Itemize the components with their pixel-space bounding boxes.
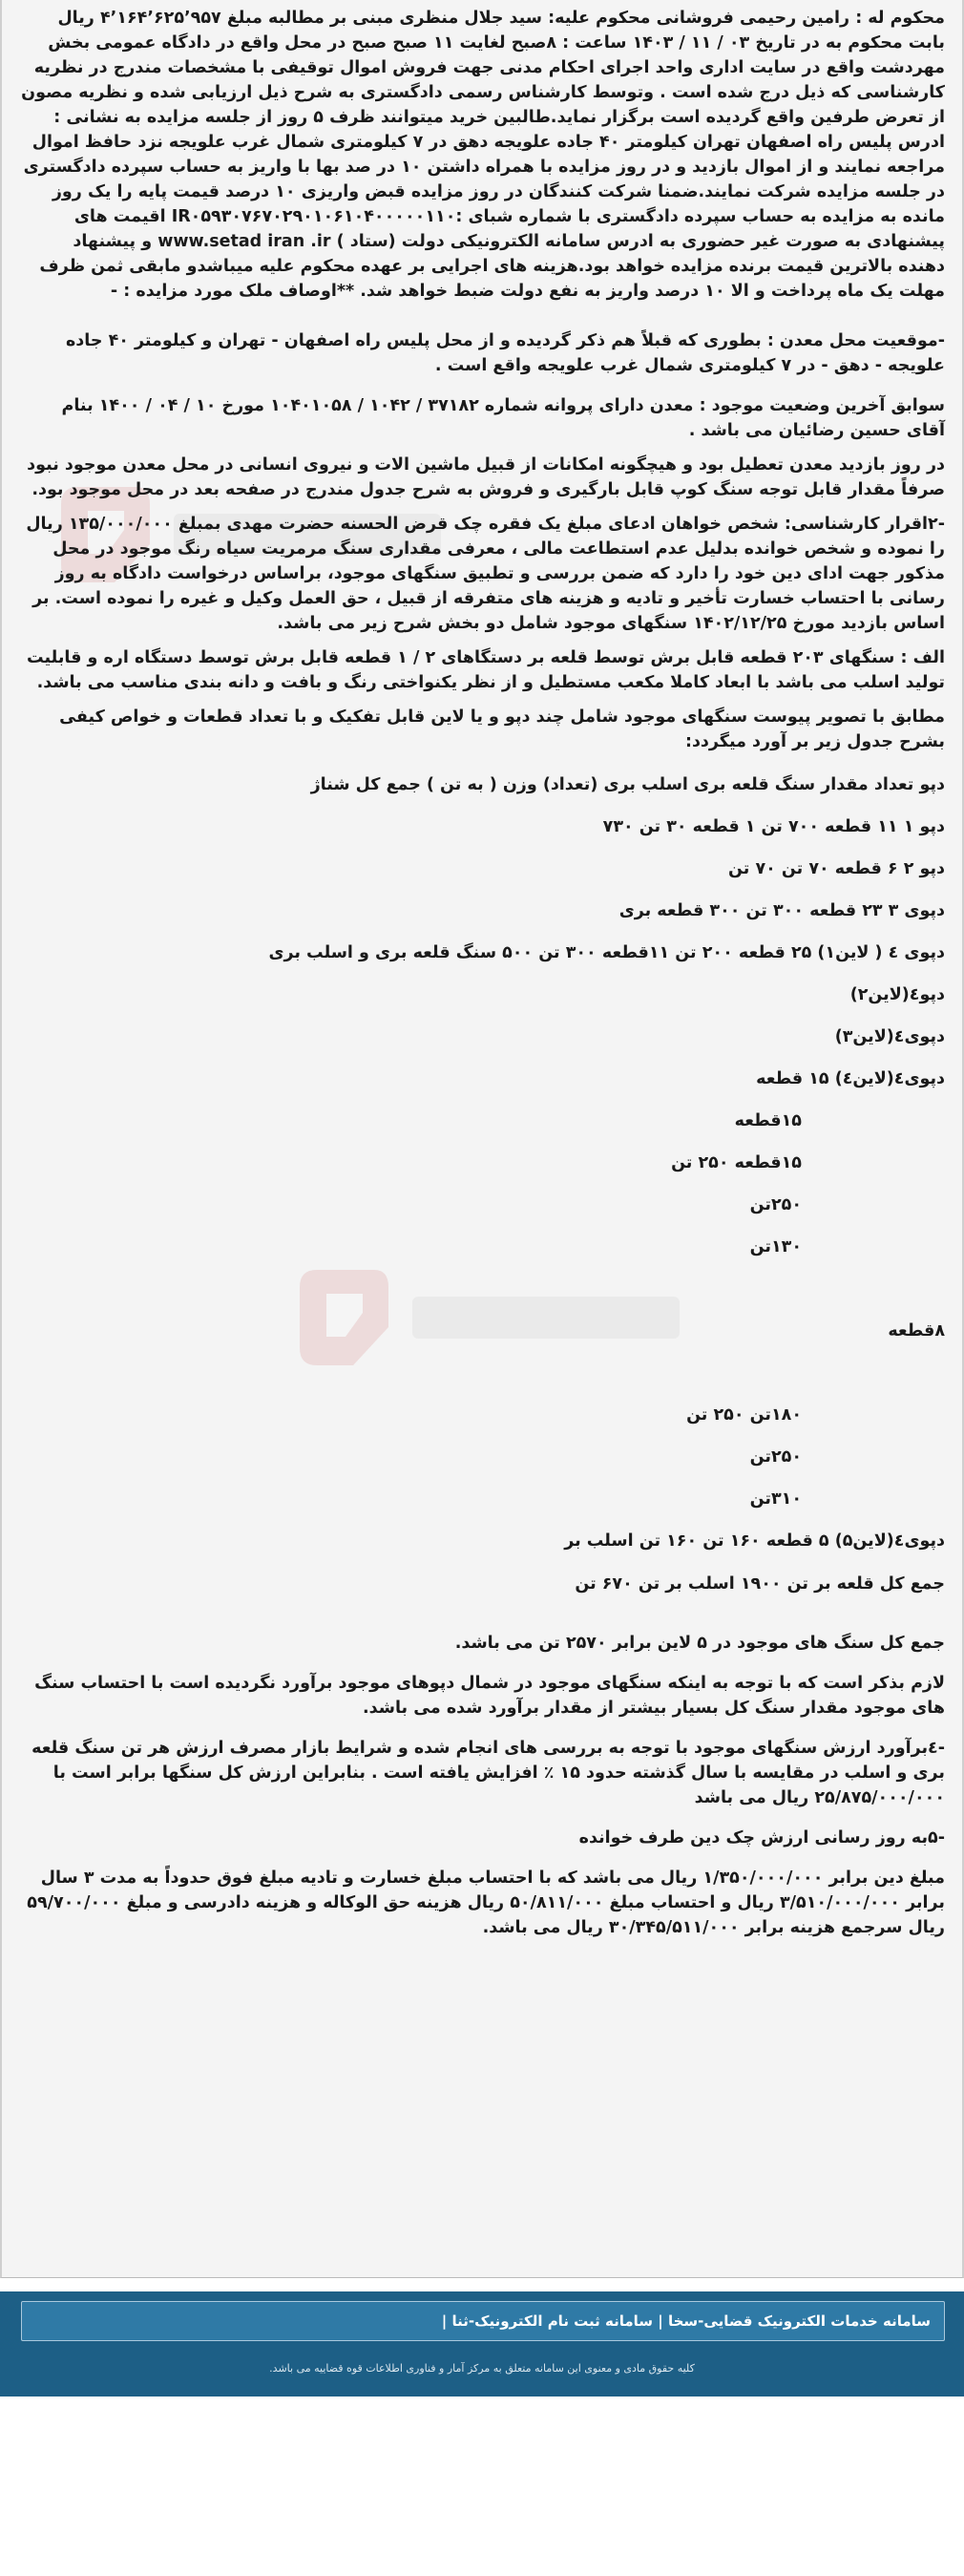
footer-links-bar[interactable] <box>21 2301 945 2341</box>
alef-paragraph: الف : سنگهای ۲۰۳ قطعه قابل برش توسط قلعه بر دستگاهای ۲ / ۱ قطعه قابل برش توسط دستگاه اره و قابلیت تولید اسلب می باشد با ابعاد کاملا مکعب مستطیل و از نظر یکنواختی رنگ و بافت و دانه بندی مناسب می باشد. <box>27 648 945 692</box>
table-row: دپوی ۳ ۲۳ قطعه ۳۰۰ تن ۳۰۰ قطعه بری <box>618 901 945 920</box>
visit-paragraph: در روز بازدید معدن تعطیل بود و هیچگونه امکانات از قبیل ماشین الات و نیروی انسانی در محل معدن موجود نبود صرفاً مقدار قابل توجه سنگ کوپ قابل بارگیری و فروش به شرح جدول مندرج در صفحه بعد در محل موجود بود. <box>27 455 945 499</box>
estimate-paragraph: -٤برآورد ارزش سنگهای موجود با توجه به بررسی های انجام شده و شرایط بازار مصرف ارزش هر تن سنگ قلعه بری و اسلب در مقایسه با سال گذشته حدود ۱۵ ٪ افزایش یافته است . بنابراین ارزش کل سنگها برابر است با ۲۵/۸۷۵/۰۰۰/۰۰۰ ریال می باشد <box>31 1739 945 1807</box>
document-body <box>21 6 945 1940</box>
note-paragraph: لازم بذکر است که با توجه به اینکه سنگهای موجود در شمال دپوهای موجود برآورد نگردیده است با احتساب سنگ های موجود مقدار سنگ کل بسیار بیشتر از مقدار برآورد شده می باشد. <box>34 1674 945 1718</box>
table-row: ۱۸۰تن ۲۵۰ تن <box>686 1405 802 1425</box>
table-row-empty <box>21 1268 945 1310</box>
stone-table <box>21 764 945 1606</box>
table-row: ۱۵قطعه ۲۵۰ تن <box>671 1153 802 1172</box>
confession-paragraph: -۲اقرار کارشناسی: شخص خواهان ادعای مبلغ یک فقره چک قرض الحسنه حضرت مهدی بمبلغ ۱۳۵/۰۰۰/۰۰۰ ریال را نموده و شخص خوانده بدلیل عدم استطاعت مالی ، معرفی مقداری سنگ مرمریت سیاه رنگ موجود در محل مذکور جهت ادای دین خود را دارد که ضمن بررسی و تطبیق سنگهای موجود، براساس درخواست دادگاه به روز رسانی با احتساب خسارت تأخیر و تادیه و هزینه های متفرقه از قبیل ، حق العمل وکیل و غیره را نموده است. بر اساس بازدید مورخ ۱۴۰۲/۱۲/۲۵ سنگهای موجود شامل دو بخش شرح زیر می باشد. <box>26 515 945 633</box>
table-row: ۸قطعه <box>888 1321 945 1341</box>
total-line: جمع کل سنگ های موجود در ۵ لاین برابر ۲۵۷۰ تن می باشد. <box>454 1634 945 1653</box>
table-row: دپوی٤(لاین۵) ۵ قطعه ۱۶۰ تن ۱۶۰ تن اسلب بر <box>564 1531 945 1551</box>
update-title: -۵به روز رسانی ارزش چک دین طرف خوانده <box>578 1828 945 1848</box>
table-row: ۲۵۰تن <box>749 1195 802 1214</box>
table-row: دپو تعداد مقدار سنگ قلعه بری اسلب بری (تعداد) وزن ( به تن ) جمع کل شناژ <box>310 775 945 794</box>
table-row: دپوی٤(لاین۳) <box>834 1027 945 1046</box>
table-row: دپو ۱ ۱۱ قطعه ۷۰۰ تن ۱ قطعه ۳۰ تن ۷۳۰ <box>602 817 945 836</box>
table-row: دپوی ٤ ( لاین۱) ۲۵ قطعه ۲۰۰ تن ۱۱قطعه ۳۰۰ تن ۵۰۰ سنگ قلعه بری و اسلب بری <box>268 943 945 962</box>
table-intro: مطابق با تصویر پیوست سنگهای موجود شامل چند دپو و یا لاین قابل تفکیک و با تعداد قطعات و خواص کیفی بشرح جدول زیر بر آورد میگردد: <box>59 707 945 751</box>
table-row: ۱۳۰تن <box>749 1237 802 1256</box>
update-paragraph: مبلغ دین برابر ۱/۳۵۰/۰۰۰/۰۰۰ ریال می باشد که با احتساب مبلغ خسارت و تادیه مبلغ فوق حدوداً به مدت ۳ سال برابر ۳/۵۱۰/۰۰۰/۰۰۰ ریال و احتساب مبلغ ۵۰/۸۱۱/۰۰۰ ریال هزینه حق الوکاله و هزینه دادرسی و مبلغ ۵۹/۷۰۰/۰۰۰ ریال سرجمع هزینه برابر ۳۰/۳۴۵/۵۱۱/۰۰۰ ریال می باشد. <box>27 1869 945 1937</box>
footer-links[interactable]: سامانه خدمات الکترونیک قضایی-سخا | سامانه ثبت نام الکترونیک-ثنا | <box>441 2312 931 2330</box>
table-row: ۳۱۰تن <box>749 1489 802 1509</box>
table-row: دپو٤(لاین۲) <box>849 985 945 1004</box>
table-row: دپو ۲ ۶ قطعه ۷۰ تن ۷۰ تن <box>728 859 945 878</box>
history-paragraph: سوابق آخرین وضعیت موجود : معدن دارای پروانه شماره ۳۷۱۸۲ / ۱۰۴۲ / ۱۰۴۰۱۰۵۸ مورخ ۱۰ / ۰۴ / ۱۴۰۰ بنام آقای حسین رضائیان می باشد . <box>61 396 945 440</box>
table-row: ۲۵۰تن <box>749 1447 802 1467</box>
table-row-empty <box>21 1352 945 1394</box>
location-paragraph: -موقعیت محل معدن : بطوری که قبلاً هم ذکر گردیده و از محل پلیس راه اصفهان - تهران و کیلومتر ۴۰ جاده علویجه - دهق - در ۷ کیلومتری شمال غرب علویجه واقع است . <box>65 331 945 375</box>
table-row: ۱۵قطعه <box>734 1111 802 1130</box>
site-footer <box>0 2291 964 2397</box>
intro-paragraph: محکوم له : رامین رحیمی فروشانی محکوم علیه: سید جلال منظری مبنی بر مطالبه مبلغ ۴٬۱۶۴٬۶۲۵٬۹۵۷ ریال بابت محکوم به در تاریخ ۰۳ / ۱۱ / ۱۴۰۳ ساعت : ۸صبح لغایت ۱۱ صبح صبح در محل واقع در دادگاه عمومی بخش مهردشت واقع در سایت اداری واحد اجرای احکام مدنی جهت فروش اموال توقیفی با مشخصات مندرج در نظریه کارشناسی که ذیل درج شده است . وتوسط کارشناس رسمی دادگستری به شرح ذیل ارزیابی شده و نظریه مصون از تعرض طرفین واقع گردیده است برگزار نماید.طالبین خرید میتوانند ظرف ۵ روز از جلسه مزایده به نشانی : ادرس پلیس راه اصفهان تهران کیلومتر ۴۰ جاده علویجه دهق در ۷ کیلومتری شمال غرب علویجه نزد حافظ اموال مراجعه نمایند و از اموال بازدید و در روز مزایده با همراه داشتن ۱۰ در صد بها با واریز به حساب سپرده دادگستری در جلسه مزایده شرکت نمایند.ضمنا شرکت کنندگان در روز مزایده قبض واریزی ۱۰ درصد قیمت پایه را یک روز مانده به مزایده به حساب سپرده دادگستری با شماره شبای :IR۰۵۹۳۰۷۶۷۰۲۹۰۱۰۶۱۰۴۰۰۰۰۰۱۱۰ اقیمت های پیشنهادی به صورت غیر حضوری به ادرس سامانه الکترونیکی دولت (ستاد ) www.setad iran .ir و پیشنهاد دهنده بالاترین قیمت برنده مزایده خواهد بود.هزینه های اجرایی بر عهده محکوم علیه میباشدو مابقی ثمن ظرف مهلت یک ماه پرداخت و الا ۱۰ درصد واریز به نفع دولت ضبط خواهد شد. **اوصاف ملک مورد مزایده : - <box>21 9 945 301</box>
table-row: دپوی٤(لاین٤) ۱۵ قطعه <box>756 1069 945 1088</box>
table-row: جمع کل قلعه بر تن ۱۹۰۰ اسلب بر تن ۶۷۰ تن <box>575 1574 945 1594</box>
footer-copyright: کلیه حقوق مادی و معنوی این سامانه متعلق به مرکز آمار و فناوری اطلاعات قوه قضاییه می باشد. <box>269 2362 695 2375</box>
